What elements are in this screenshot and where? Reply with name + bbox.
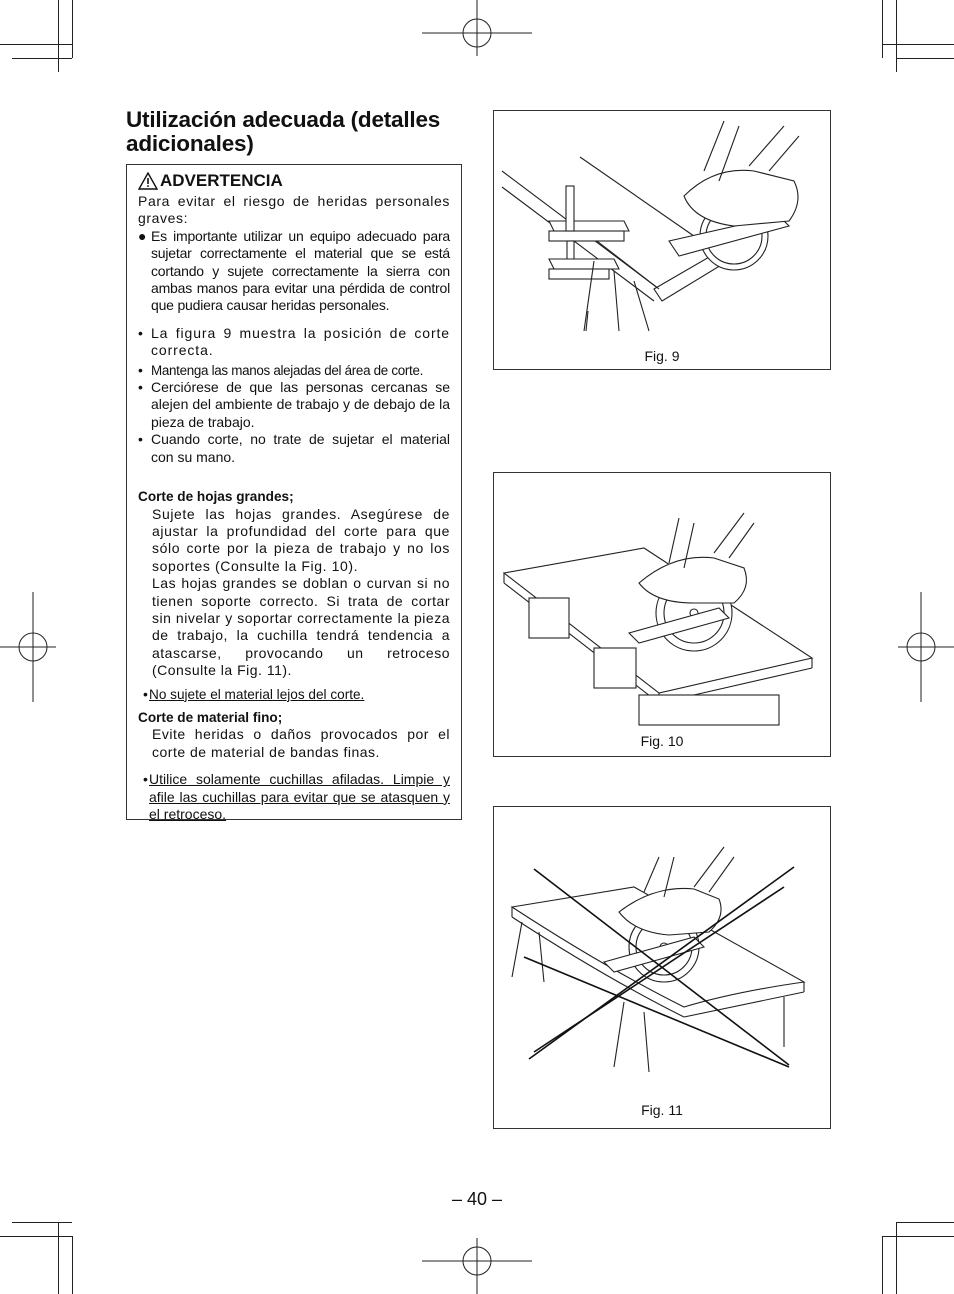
- section-paragraph: Las hojas grandes se doblan o curvan si no tienen soporte correcto. Si trata de cortar sin nivelar y soportar correctamente la pieza de trabajo, la cuchilla tendrá tendencia a atascarse, provocando un retroceso (Consulte la Fig. 11).: [152, 575, 450, 679]
- saw-clamp-illustration: [494, 111, 830, 369]
- warning-triangle-icon: [138, 172, 158, 190]
- warning-box: [126, 164, 462, 820]
- warning-heading-text: ADVERTENCIA: [160, 171, 283, 190]
- figure-caption: Fig. 9: [644, 348, 680, 364]
- page-number: – 40 –: [451, 1189, 503, 1209]
- section-heading-large-sheets: Corte de hojas grandes;: [138, 489, 294, 505]
- list-item: • Cerciórese de que las personas cercanas se alejen del ambiente de trabajo y de debajo de la pieza de trabajo.: [138, 379, 450, 430]
- figure-11: [493, 806, 831, 1129]
- page-title: Utilización adecuada (detalles adicionales): [126, 107, 441, 156]
- bullet-dot-icon: ●: [138, 227, 147, 244]
- list-item: • Mantenga las manos alejadas del área de corte.: [138, 361, 424, 378]
- section-paragraph: Evite heridas o daños provocados por el corte de material de bandas finas.: [152, 726, 450, 760]
- warning-content: [138, 193, 450, 823]
- figure-9: [493, 110, 831, 370]
- warning-intro: Para evitar el riesgo de heridas personales graves:: [138, 193, 450, 227]
- figure-caption: Fig. 10: [640, 733, 684, 749]
- list-item: • La figura 9 muestra la posición de corte correcta.: [138, 324, 450, 359]
- section-paragraph: Sujete las hojas grandes. Asegúrese de ajustar la profundidad del corte para que sólo corte por la pieza de trabajo y no los soportes (Consulte la Fig. 10).: [152, 505, 450, 574]
- saw-incorrect-support-illustration: [494, 807, 830, 1128]
- warning-bullet-text: Es importante utilizar un equipo adecuado para sujetar correctamente el material que se está cortando y sujete correctamente la sierra con ambas manos para evitar una pérdida de control que pudiera causar heridas personales.: [151, 227, 450, 314]
- warning-heading: [138, 171, 283, 191]
- list-item: • No sujete el material lejos del corte.: [143, 685, 365, 702]
- figure-10: [493, 472, 831, 757]
- saw-large-sheet-illustration: [494, 473, 830, 756]
- list-item: • Utilice solamente cuchillas afiladas. Limpie y afile las cuchillas para evitar que se atasquen y el retroceso.: [143, 771, 450, 822]
- warning-bullet: [138, 228, 450, 315]
- list-item: • Cuando corte, no trate de sujetar el material con su mano.: [138, 431, 450, 465]
- figure-caption: Fig. 11: [641, 1102, 683, 1118]
- section-heading-thin-material: Corte de material fino;: [138, 709, 283, 725]
